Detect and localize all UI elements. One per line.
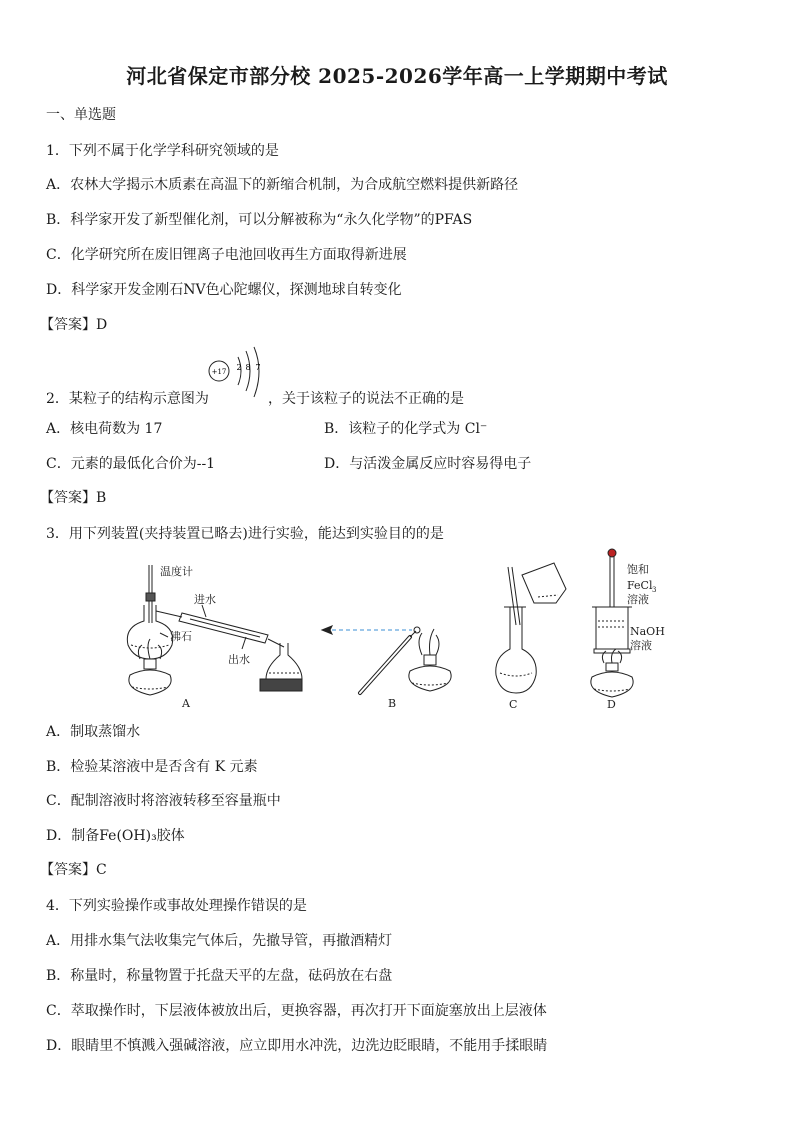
question-3-option-c: C．配制溶液时将溶液转移至容量瓶中 bbox=[46, 793, 281, 809]
question-1-answer: 【答案】D bbox=[40, 317, 108, 333]
label-water-in: 进水 bbox=[194, 593, 216, 606]
question-3-answer: 【答案】C bbox=[40, 862, 107, 878]
nucleus-charge: +17 bbox=[211, 368, 227, 376]
question-3-option-a: A．制取蒸馏水 bbox=[46, 724, 141, 740]
label-boiling-chips: 沸石 bbox=[170, 630, 192, 643]
shell-3-electrons: 7 bbox=[255, 363, 261, 372]
question-2-option-b: B．该粒子的化学式为 Cl⁻ bbox=[324, 421, 488, 437]
section-heading: 一、单选题 bbox=[46, 107, 116, 123]
question-4-option-b: B．称量时，称量物置于托盘天平的左盘，砝码放在右盘 bbox=[46, 968, 393, 984]
question-1-option-b: B．科学家开发了新型催化剂，可以分解被称为“永久化学物”的PFAS bbox=[46, 212, 473, 228]
page-title: 河北省保定市部分校 2025-2026学年高一上学期期中考试 bbox=[126, 64, 668, 88]
atom-structure-diagram bbox=[208, 345, 270, 405]
label-apparatus-d: D bbox=[607, 698, 616, 711]
label-fecl3: FeCl bbox=[627, 579, 653, 592]
label-naoh-solution: 溶液 bbox=[630, 639, 652, 652]
question-4-option-c: C．萃取操作时，下层液体被放出后，更换容器，再次打开下面旋塞放出上层液体 bbox=[46, 1003, 547, 1019]
label-naoh: NaOH bbox=[630, 625, 665, 638]
question-1-stem: 1．下列不属于化学学科研究领域的是 bbox=[46, 143, 279, 159]
shell-2-electrons: 8 bbox=[245, 363, 251, 372]
label-water-out: 出水 bbox=[228, 653, 250, 666]
apparatus-figure bbox=[110, 545, 680, 717]
label-saturated: 饱和 bbox=[627, 563, 649, 576]
question-4-option-d: D．眼睛里不慎溅入强碱溶液，应立即用水冲洗，边洗边眨眼睛，不能用手揉眼睛 bbox=[46, 1038, 548, 1054]
question-2-option-a: A．核电荷数为 17 bbox=[46, 421, 163, 437]
label-apparatus-b: B bbox=[388, 697, 397, 710]
question-1-option-c: C．化学研究所在废旧锂离子电池回收再生方面取得新进展 bbox=[46, 247, 407, 263]
question-1-option-d: D．科学家开发金刚石NV色心陀螺仪，探测地球自转变化 bbox=[46, 282, 402, 298]
question-2-stem-end: ，关于该粒子的说法不正确的是 bbox=[268, 391, 464, 407]
question-3-option-d: D．制备Fe(OH)₃胶体 bbox=[46, 828, 185, 844]
label-fecl3-solution: 溶液 bbox=[627, 593, 649, 606]
question-4-stem: 4．下列实验操作或事故处理操作错误的是 bbox=[46, 898, 307, 914]
label-apparatus-a: A bbox=[182, 697, 190, 710]
question-2-stem-start: 2．某粒子的结构示意图为 bbox=[46, 391, 209, 407]
question-2-option-c: C．元素的最低化合价为--1 bbox=[46, 456, 216, 472]
question-2-option-d: D．与活泼金属反应时容易得电子 bbox=[324, 456, 532, 472]
shell-1-electrons: 2 bbox=[236, 363, 242, 372]
question-1-option-a: A．农林大学揭示木质素在高温下的新缩合机制，为合成航空燃料提供新路径 bbox=[46, 177, 519, 193]
label-fecl3-subscript: 3 bbox=[652, 586, 657, 594]
label-apparatus-c: C bbox=[509, 698, 518, 711]
question-3-stem: 3．用下列装置(夹持装置已略去)进行实验，能达到实验目的的是 bbox=[46, 526, 444, 542]
label-thermometer: 温度计 bbox=[160, 565, 193, 578]
question-3-option-b: B．检验某溶液中是否含有 K 元素 bbox=[46, 759, 258, 775]
question-2-answer: 【答案】B bbox=[40, 490, 107, 506]
question-4-option-a: A．用排水集气法收集完气体后，先撤导管，再撤酒精灯 bbox=[46, 933, 393, 949]
